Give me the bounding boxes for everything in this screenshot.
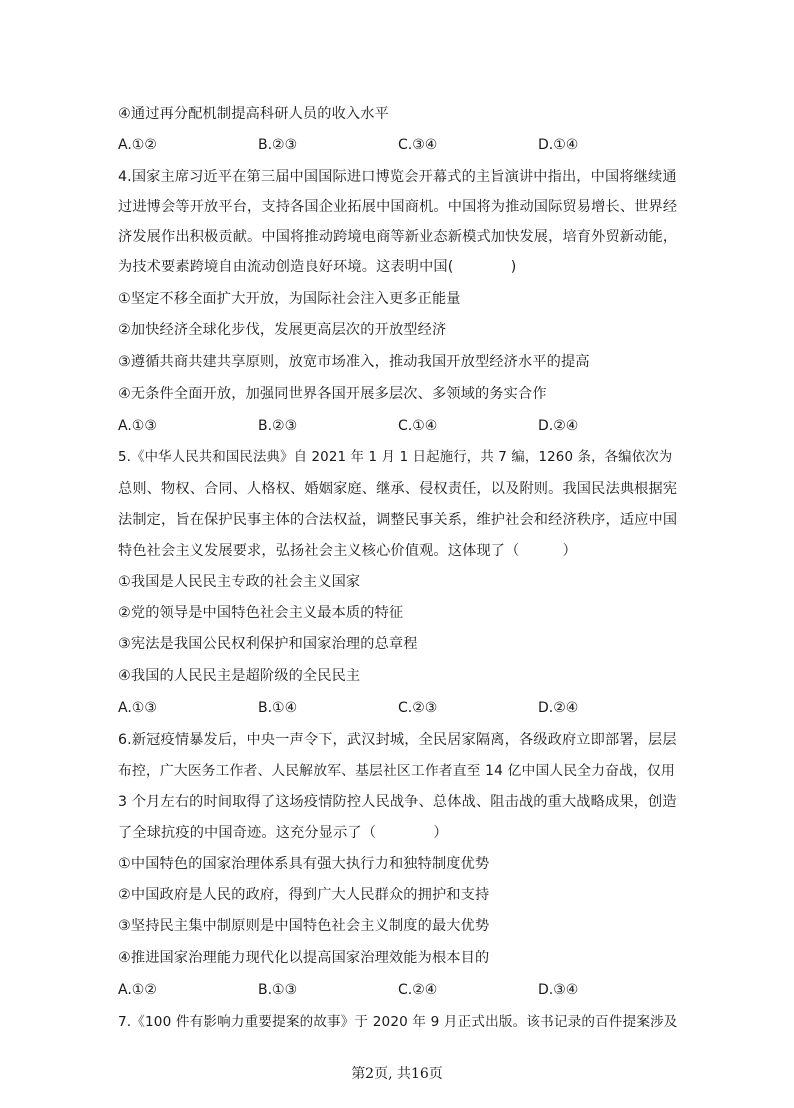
q4-stem-line-4: 为技术要素跨境自由流动创造良好环境。这表明中国( ) [118,259,517,275]
q5-stem-line-1: 5.《中华人民共和国民法典》自 2021 年 1 月 1 日起施行，共 7 编，1260 条，各编依次为 [118,450,673,465]
q3-statement-4: ④通过再分配机制提高科研人员的收入水平 [118,106,389,122]
q6-option-c: C.②④ [398,982,438,998]
q6-option-a: A.①② [118,982,157,998]
q5-stem-line-4: 特色社会主义发展要求，弘扬社会主义核心价值观。这体现了（ ） [118,543,577,559]
q4-statement-1: ①坚定不移全面扩大开放，为国际社会注入更多正能量 [118,291,461,307]
q6-statement-3: ③坚持民主集中制原则是中国特色社会主义制度的最大优势 [118,918,490,934]
q4-stem-line-3: 济发展作出积极贡献。中国将推动跨境电商等新业态新模式加快发展，培育外贸新动能， [118,229,678,245]
q6-statement-2: ②中国政府是人民的政府，得到广大人民群众的拥护和支持 [118,887,490,903]
q4-option-b: B.②③ [258,418,298,434]
q3-option-a: A.①② [118,137,157,153]
q6-stem-line-1: 6.新冠疫情暴发后，中央一声令下，武汉封城，全民居家隔离，各级政府立即部署，层层 [118,732,677,748]
q3-option-c: C.③④ [398,137,438,153]
q4-statement-4: ④无条件全面开放，加强同世界各国开展多层次、多领域的务实合作 [118,386,547,402]
q5-option-d: D.②④ [538,700,579,716]
q4-stem-line-1: 4.国家主席习近平在第三届中国国际进口博览会开幕式的主旨演讲中指出，中国将继续通 [118,169,677,185]
q4-option-d: D.②④ [538,418,579,434]
q5-statement-1: ①我国是人民民主专政的社会主义国家 [118,574,361,590]
q5-options [118,698,678,718]
q6-stem-line-2: 布控，广大医务工作者、人民解放军、基层社区工作者直至 14 亿中国人民全力奋战，仅用 [118,763,675,779]
q6-option-d: D.③④ [538,982,579,998]
q3-options [118,135,678,155]
q5-stem-line-3: 法制定，旨在保护民事主体的合法权益，调整民事关系，维护社会和经济秩序，适应中国 [118,512,678,528]
q5-option-a: A.①③ [118,700,157,716]
q4-stem-line-2: 过进博会等开放平台，支持各国企业拓展中国商机。中国将为推动国际贸易增长、世界经 [118,199,678,215]
q6-stem-line-3: 3 个月左右的时间取得了这场疫情防控人民战争、总体战、阻击战的重大战略成果，创造 [118,794,677,810]
q4-statement-2: ②加快经济全球化步伐，发展更高层次的开放型经济 [118,322,447,338]
q5-statement-4: ④我国的人民民主是超阶级的全民民主 [118,668,361,684]
q5-option-b: B.①④ [258,700,298,716]
q5-statement-2: ②党的领导是中国特色社会主义最本质的特征 [118,605,404,621]
q4-options [118,416,678,436]
q4-option-c: C.①④ [398,418,438,434]
q5-option-c: C.②③ [398,700,438,716]
q4-option-a: A.①③ [118,418,157,434]
q4-statement-3: ③遵循共商共建共享原则，放宽市场准入，推动我国开放型经济水平的提高 [118,354,590,370]
q6-stem-line-4: 了全球抗疫的中国奇迹。这充分显示了（ ） [118,825,448,841]
q7-stem-line-1: 7.《100 件有影响力重要提案的故事》于 2020 年 9 月正式出版。该书记录的百件提案涉及 [118,1014,678,1030]
q6-options [118,980,678,1000]
page-footer: 第2页, 共16页 [351,1066,443,1082]
q5-statement-3: ③宪法是我国公民权利保护和国家治理的总章程 [118,636,418,652]
q3-option-d: D.①④ [538,137,579,153]
q6-statement-1: ①中国特色的国家治理体系具有强大执行力和独特制度优势 [118,856,490,872]
q5-stem-line-2: 总则、物权、合同、人格权、婚姻家庭、继承、侵权责任，以及附则。我国民法典根据宪 [118,481,678,497]
q6-statement-4: ④推进国家治理能力现代化以提高国家治理效能为根本目的 [118,950,490,966]
q3-option-b: B.②③ [258,137,298,153]
q6-option-b: B.①③ [258,982,298,998]
